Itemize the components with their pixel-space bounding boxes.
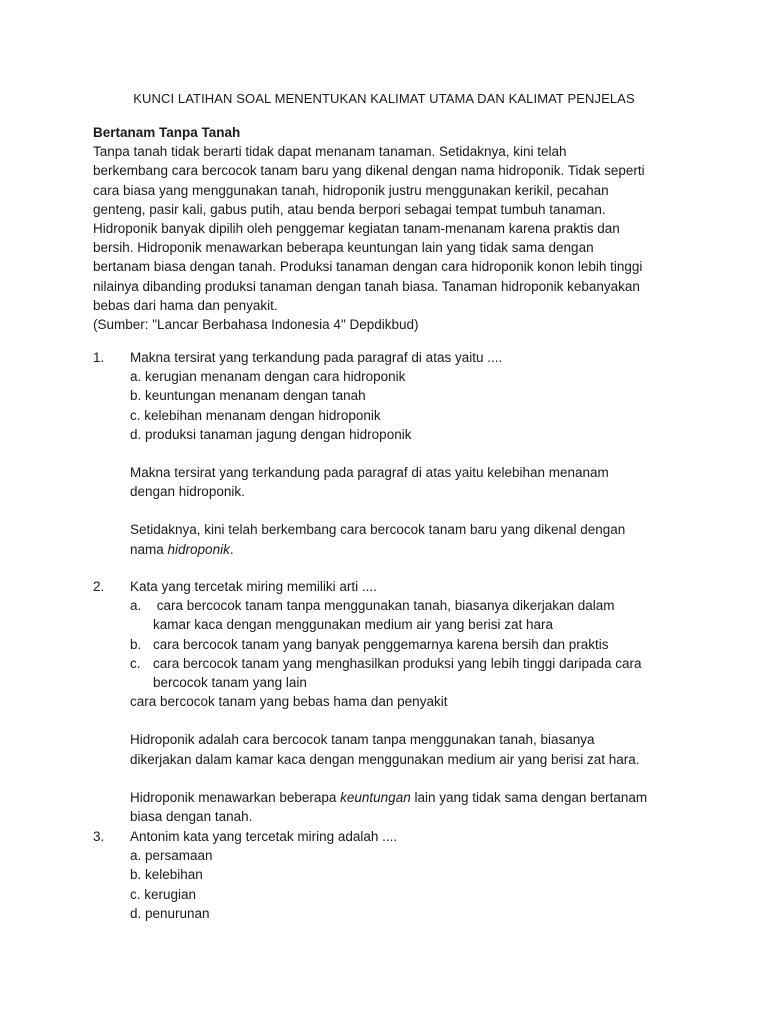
answer-option: cara bercocok tanam yang bebas hama dan penyakit xyxy=(130,694,448,710)
question-number: 1. xyxy=(93,350,105,365)
answer-option: b. keuntungan menanam dengan tanah xyxy=(130,388,366,404)
passage-line: Hidroponik banyak dipilih oleh penggemar kegiatan tanam-menanam karena praktis dan xyxy=(93,221,620,237)
passage-line: bertanam biasa dengan tanah. Produksi tanaman dengan cara hidroponik konon lebih tinggi xyxy=(93,259,643,275)
passage-line: Tanpa tanah tidak berarti tidak dapat menanam tanaman. Setidaknya, kini telah xyxy=(93,144,567,160)
question-number: 3. xyxy=(93,829,105,844)
answer-option: b. cara bercocok tanam yang banyak penggemarnya karena bersih dan praktis xyxy=(130,636,609,652)
passage-source: (Sumber: "Lancar Berbahasa Indonesia 4" Depdikbud) xyxy=(93,317,419,333)
answer-option: a. persamaan xyxy=(130,848,213,864)
answer-option-continuation: kamar kaca dengan menggunakan medium air yang berisi zat hara xyxy=(153,617,553,633)
answer-option: a. kerugian menanam dengan cara hidroponik xyxy=(130,369,406,385)
question-text: Antonim kata yang tercetak miring adalah .... xyxy=(130,829,398,844)
passage-line: berkembang cara bercocok tanam baru yang dikenal dengan nama hidroponik. Tidak seperti xyxy=(93,163,645,179)
passage-line: bersih. Hidroponik menawarkan beberapa keuntungan lain yang tidak sama dengan xyxy=(93,240,594,256)
supporting-quote xyxy=(130,788,690,826)
answer-option: d. produksi tanaman jagung dengan hidroponik xyxy=(130,426,412,442)
answer-option: c. kelebihan menanam dengan hidroponik xyxy=(130,407,381,423)
answer-option: c. kerugian xyxy=(130,886,197,902)
answer-option-continuation: bercocok tanam yang lain xyxy=(153,675,307,691)
quote-line: nama hidroponik. xyxy=(130,541,234,557)
explanation-line: Hidroponik adalah cara bercocok tanam tanpa menggunakan tanah, biasanya xyxy=(130,732,595,748)
question-text: Kata yang tercetak miring memiliki arti .... xyxy=(130,579,377,594)
passage-line: bebas dari hama dan penyakit. xyxy=(93,297,278,313)
italic-term: keuntungan xyxy=(340,789,411,805)
reading-passage xyxy=(93,123,693,334)
passage-line: cara biasa yang menggunakan tanah, hidroponik justru menggunakan kerikil, pecahan xyxy=(93,182,609,198)
answer-option: a. cara bercocok tanam tanpa menggunakan tanah, biasanya dikerjakan dalam xyxy=(130,598,615,614)
answer-option: b. kelebihan xyxy=(130,867,203,883)
explanation-line: Makna tersirat yang terkandung pada paragraf di atas yaitu kelebihan menanam xyxy=(130,465,609,481)
question-number: 2. xyxy=(93,579,105,594)
explanation-line: dikerjakan dalam kamar kaca dengan menggunakan medium air yang berisi zat hara. xyxy=(130,751,640,767)
answer-explanation xyxy=(130,463,690,501)
quote-line: biasa dengan tanah. xyxy=(130,809,253,825)
question-text: Makna tersirat yang terkandung pada paragraf di atas yaitu .... xyxy=(130,350,503,365)
quote-line: Setidaknya, kini telah berkembang cara bercocok tanam baru yang dikenal dengan xyxy=(130,522,626,538)
passage-line: genteng, pasir kali, gabus putih, atau benda berpori sebagai tempat tumbuh tanaman. xyxy=(93,201,606,217)
supporting-quote xyxy=(130,520,690,558)
quote-line: Hidroponik menawarkan beberapa keuntungan lain yang tidak sama dengan bertanam xyxy=(130,789,648,805)
answer-explanation xyxy=(130,730,690,768)
passage-line: nilainya dibanding produksi tanaman dengan tanah biasa. Tanaman hidroponik kebanyakan xyxy=(93,278,640,294)
explanation-line: dengan hidroponik. xyxy=(130,484,245,500)
answer-option: c. cara bercocok tanam yang menghasilkan produksi yang lebih tinggi daripada cara xyxy=(130,655,642,671)
italic-term: hidroponik xyxy=(167,541,230,557)
passage-heading: Bertanam Tanpa Tanah xyxy=(93,125,241,140)
answer-option: d. penurunan xyxy=(130,905,210,921)
document-title: KUNCI LATIHAN SOAL MENENTUKAN KALIMAT UTAMA DAN KALIMAT PENJELAS xyxy=(133,91,635,106)
